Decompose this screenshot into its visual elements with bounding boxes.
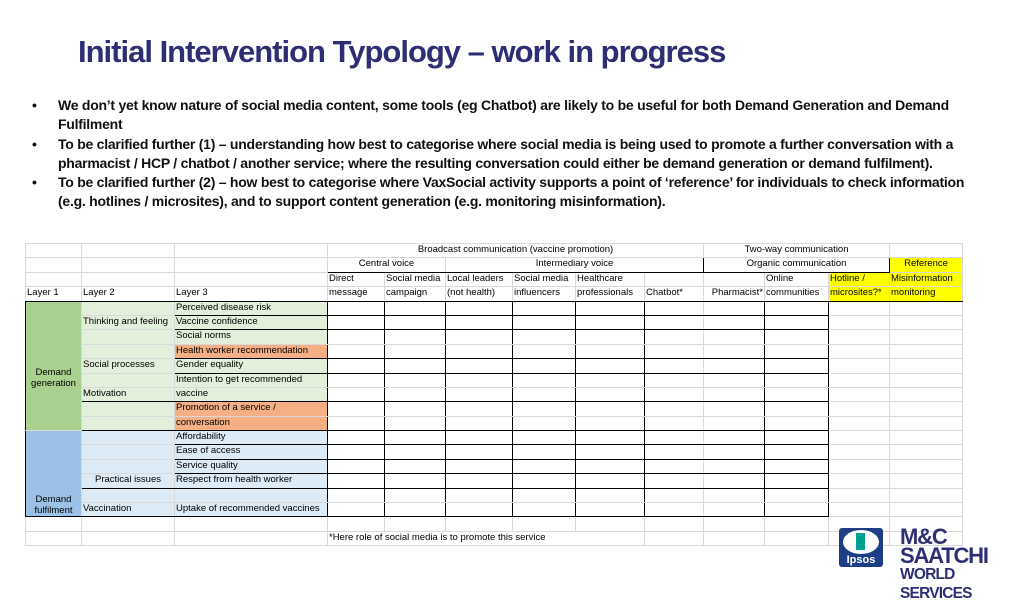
layer1-label: generation bbox=[31, 377, 76, 389]
row-quality: Service quality bbox=[175, 459, 328, 473]
table-footnote: *Here role of social media is to promote this service bbox=[328, 531, 645, 545]
col-online: Online bbox=[765, 272, 829, 286]
layer1-demand-fulfilment bbox=[26, 431, 82, 517]
col-direct: Direct bbox=[328, 272, 385, 286]
intervention-typology-table bbox=[25, 243, 963, 546]
layer2-vaccination: Vaccination bbox=[82, 503, 175, 517]
header-two-way: Two-way communication bbox=[704, 244, 890, 258]
row-promotion-2: conversation bbox=[175, 416, 328, 430]
row-intention: Intention to get recommended bbox=[175, 373, 328, 387]
col-local-leaders-2: (not health) bbox=[446, 287, 513, 301]
layer1-label: fulfilment bbox=[34, 505, 73, 517]
layer1-label: Demand bbox=[35, 494, 72, 506]
bullet-list bbox=[30, 96, 975, 212]
row-hw-recommendation: Health worker recommendation bbox=[175, 344, 328, 358]
layer1-label: Demand bbox=[35, 366, 72, 378]
row-intention-2: vaccine bbox=[175, 387, 328, 401]
col-influencers: Social media bbox=[513, 272, 576, 286]
col-hotline: Hotline / bbox=[829, 272, 890, 286]
row-confidence: Vaccine confidence bbox=[175, 315, 328, 329]
col-hotline-2: microsites?* bbox=[829, 287, 890, 301]
slide-title: Initial Intervention Typology – work in progress bbox=[78, 34, 726, 69]
mc-saatchi-logo-line1: M&C SAATCHI bbox=[900, 524, 988, 568]
row-uptake: Uptake of recommended vaccines bbox=[175, 503, 328, 517]
col-social-campaign-2: campaign bbox=[385, 287, 446, 301]
bullet-item: • To be clarified further (2) – how best to categorise where VaxSocial activity supports a point of ‘reference’ for individuals to check information (e.g. hotlines / microsites), and to support content generation (e.g. monitoring misinformation). bbox=[30, 173, 975, 212]
col-misinfo: Misinformation bbox=[890, 272, 963, 286]
header-organic: Organic communication bbox=[704, 258, 890, 272]
bullet-item: • We don’t yet know nature of social media content, some tools (eg Chatbot) are likely to be useful for both Demand Generation and Demand Fulfilment bbox=[30, 96, 975, 135]
row-affordability: Affordability bbox=[175, 431, 328, 445]
col-pharmacist: Pharmacist* bbox=[704, 287, 765, 301]
ipsos-logo bbox=[839, 528, 883, 567]
mc-saatchi-logo-line2: WORLD SERVICES bbox=[900, 566, 972, 602]
mc-saatchi-logo bbox=[900, 524, 1024, 603]
row-gender: Gender equality bbox=[175, 359, 328, 373]
col-layer2: Layer 2 bbox=[82, 287, 175, 301]
col-chatbot: Chatbot* bbox=[645, 287, 704, 301]
header-central-voice: Central voice bbox=[328, 258, 446, 272]
header-intermediary-voice: Intermediary voice bbox=[446, 258, 704, 272]
ipsos-logo-text: Ipsos bbox=[846, 554, 876, 566]
col-healthcare: Healthcare bbox=[576, 272, 645, 286]
col-online-2: communities bbox=[765, 287, 829, 301]
row-respect: Respect from health worker bbox=[175, 474, 328, 488]
col-influencers-2: influencers bbox=[513, 287, 576, 301]
row-promotion: Promotion of a service / bbox=[175, 402, 328, 416]
col-layer3: Layer 3 bbox=[175, 287, 328, 301]
layer2-practical: Practical issues bbox=[82, 474, 175, 488]
row-access: Ease of access bbox=[175, 445, 328, 459]
col-misinfo-2: monitoring bbox=[890, 287, 963, 301]
header-broadcast: Broadcast communication (vaccine promotion) bbox=[328, 244, 704, 258]
col-healthcare-2: professionals bbox=[576, 287, 645, 301]
row-risk: Perceived disease risk bbox=[175, 301, 328, 315]
layer2-motivation: Motivation bbox=[82, 387, 175, 401]
row-norms: Social norms bbox=[175, 330, 328, 344]
layer2-empty bbox=[82, 301, 175, 315]
col-social-campaign: Social media bbox=[385, 272, 446, 286]
layer1-demand-generation bbox=[26, 301, 82, 431]
layer2-thinking: Thinking and feeling bbox=[82, 315, 175, 329]
col-local-leaders: Local leaders bbox=[446, 272, 513, 286]
bullet-item: • To be clarified further (1) – understanding how best to categorise where social media is being used to promote a further conversation with a pharmacist / HCP / chatbot / another service; where the resulting conversation could either be demand generation or demand fulfilment). bbox=[30, 135, 975, 174]
col-layer1: Layer 1 bbox=[26, 287, 82, 301]
header-reference: Reference bbox=[890, 258, 963, 272]
layer2-social: Social processes bbox=[82, 359, 175, 373]
col-direct-2: message bbox=[328, 287, 385, 301]
